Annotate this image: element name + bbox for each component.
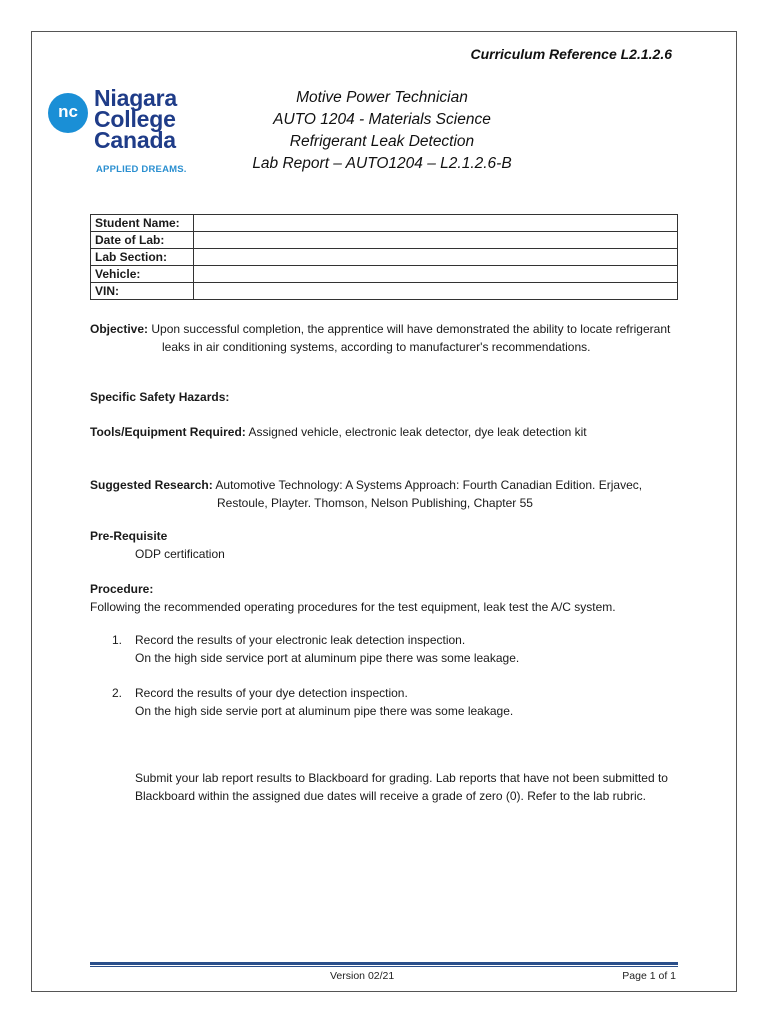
table-row [91,283,678,300]
list-item-instruction: Record the results of your electronic leak detection inspection. [135,633,466,647]
student-name-field[interactable] [194,215,678,232]
list-item-number: 2. [112,686,123,700]
logo-badge-icon: nc [48,93,88,133]
document-titles [232,87,532,175]
table-row [91,249,678,266]
list-item-number: 1. [112,633,123,647]
row-label: Lab Section: [91,249,194,266]
research-line-2: Restoule, Playter. Thomson, Nelson Publishing, Chapter 55 [217,496,533,510]
logo-line-3: Canada [94,127,176,153]
logo-tagline: APPLIED DREAMS. [96,164,187,175]
list-item-answer[interactable]: On the high side servie port at aluminum pipe there was some leakage. [135,704,514,718]
research-label: Suggested Research: [90,478,213,492]
footer-page-number: Page 1 of 1 [622,970,676,982]
footer-version: Version 02/21 [330,970,395,982]
list-item-instruction: Record the results of your dye detection inspection. [135,686,408,700]
prerequisite-label: Pre-Requisite [90,529,168,543]
table-row [91,215,678,232]
objective-text: Upon successful completion, the apprentice will have demonstrated the ability to locate refrigerant leaks in air conditioning systems, according to manufacturer's recommendations. [151,322,671,354]
title-program: Motive Power Technician [296,89,468,106]
safety-hazards-label: Specific Safety Hazards: [90,390,230,404]
row-label: Vehicle: [91,266,194,283]
title-lab: Refrigerant Leak Detection [289,133,475,150]
lab-section-field[interactable] [194,249,678,266]
logo-wordmark [94,85,177,153]
prerequisite-text: ODP certification [135,547,225,561]
objective-section [90,320,680,356]
logo-line-1: Niagara [94,85,177,111]
tools-section [90,423,690,441]
submit-instructions: Submit your lab report results to Blackboard for grading. Lab reports that have not been submitted to Blackboard within the assigned due dates will receive a grade of zero (0). Refer to the lab rubric. [135,771,668,803]
date-of-lab-field[interactable] [194,232,678,249]
procedure-intro: Following the recommended operating procedures for the test equipment, leak test the A/C system. [90,600,616,614]
table-row [91,232,678,249]
title-course: AUTO 1204 - Materials Science [273,111,491,128]
footer-rule-thin [90,966,678,967]
objective-label: Objective: [90,322,149,336]
tools-label: Tools/Equipment Required: [90,425,246,439]
logo-line-2: College [94,106,176,132]
title-report: Lab Report – AUTO1204 – L2.1.2.6-B [252,155,512,172]
vehicle-field[interactable] [194,266,678,283]
prerequisite-section [90,527,225,563]
college-logo [48,85,198,178]
research-line-1: Automotive Technology: A Systems Approach: Fourth Canadian Edition. Erjavec, [215,478,643,492]
row-label: VIN: [91,283,194,300]
footer-rule-thick [90,962,678,965]
research-section [90,476,690,512]
procedure-label: Procedure: [90,582,154,596]
tools-text: Assigned vehicle, electronic leak detector, dye leak detection kit [248,425,587,439]
row-label: Date of Lab: [91,232,194,249]
procedure-section [90,580,690,616]
row-label: Student Name: [91,215,194,232]
vin-field[interactable] [194,283,678,300]
list-item-answer[interactable]: On the high side service port at aluminum pipe there was some leakage. [135,651,520,665]
student-info-table [90,214,678,300]
table-row [91,266,678,283]
curriculum-reference: Curriculum Reference L2.1.2.6 [470,46,672,62]
